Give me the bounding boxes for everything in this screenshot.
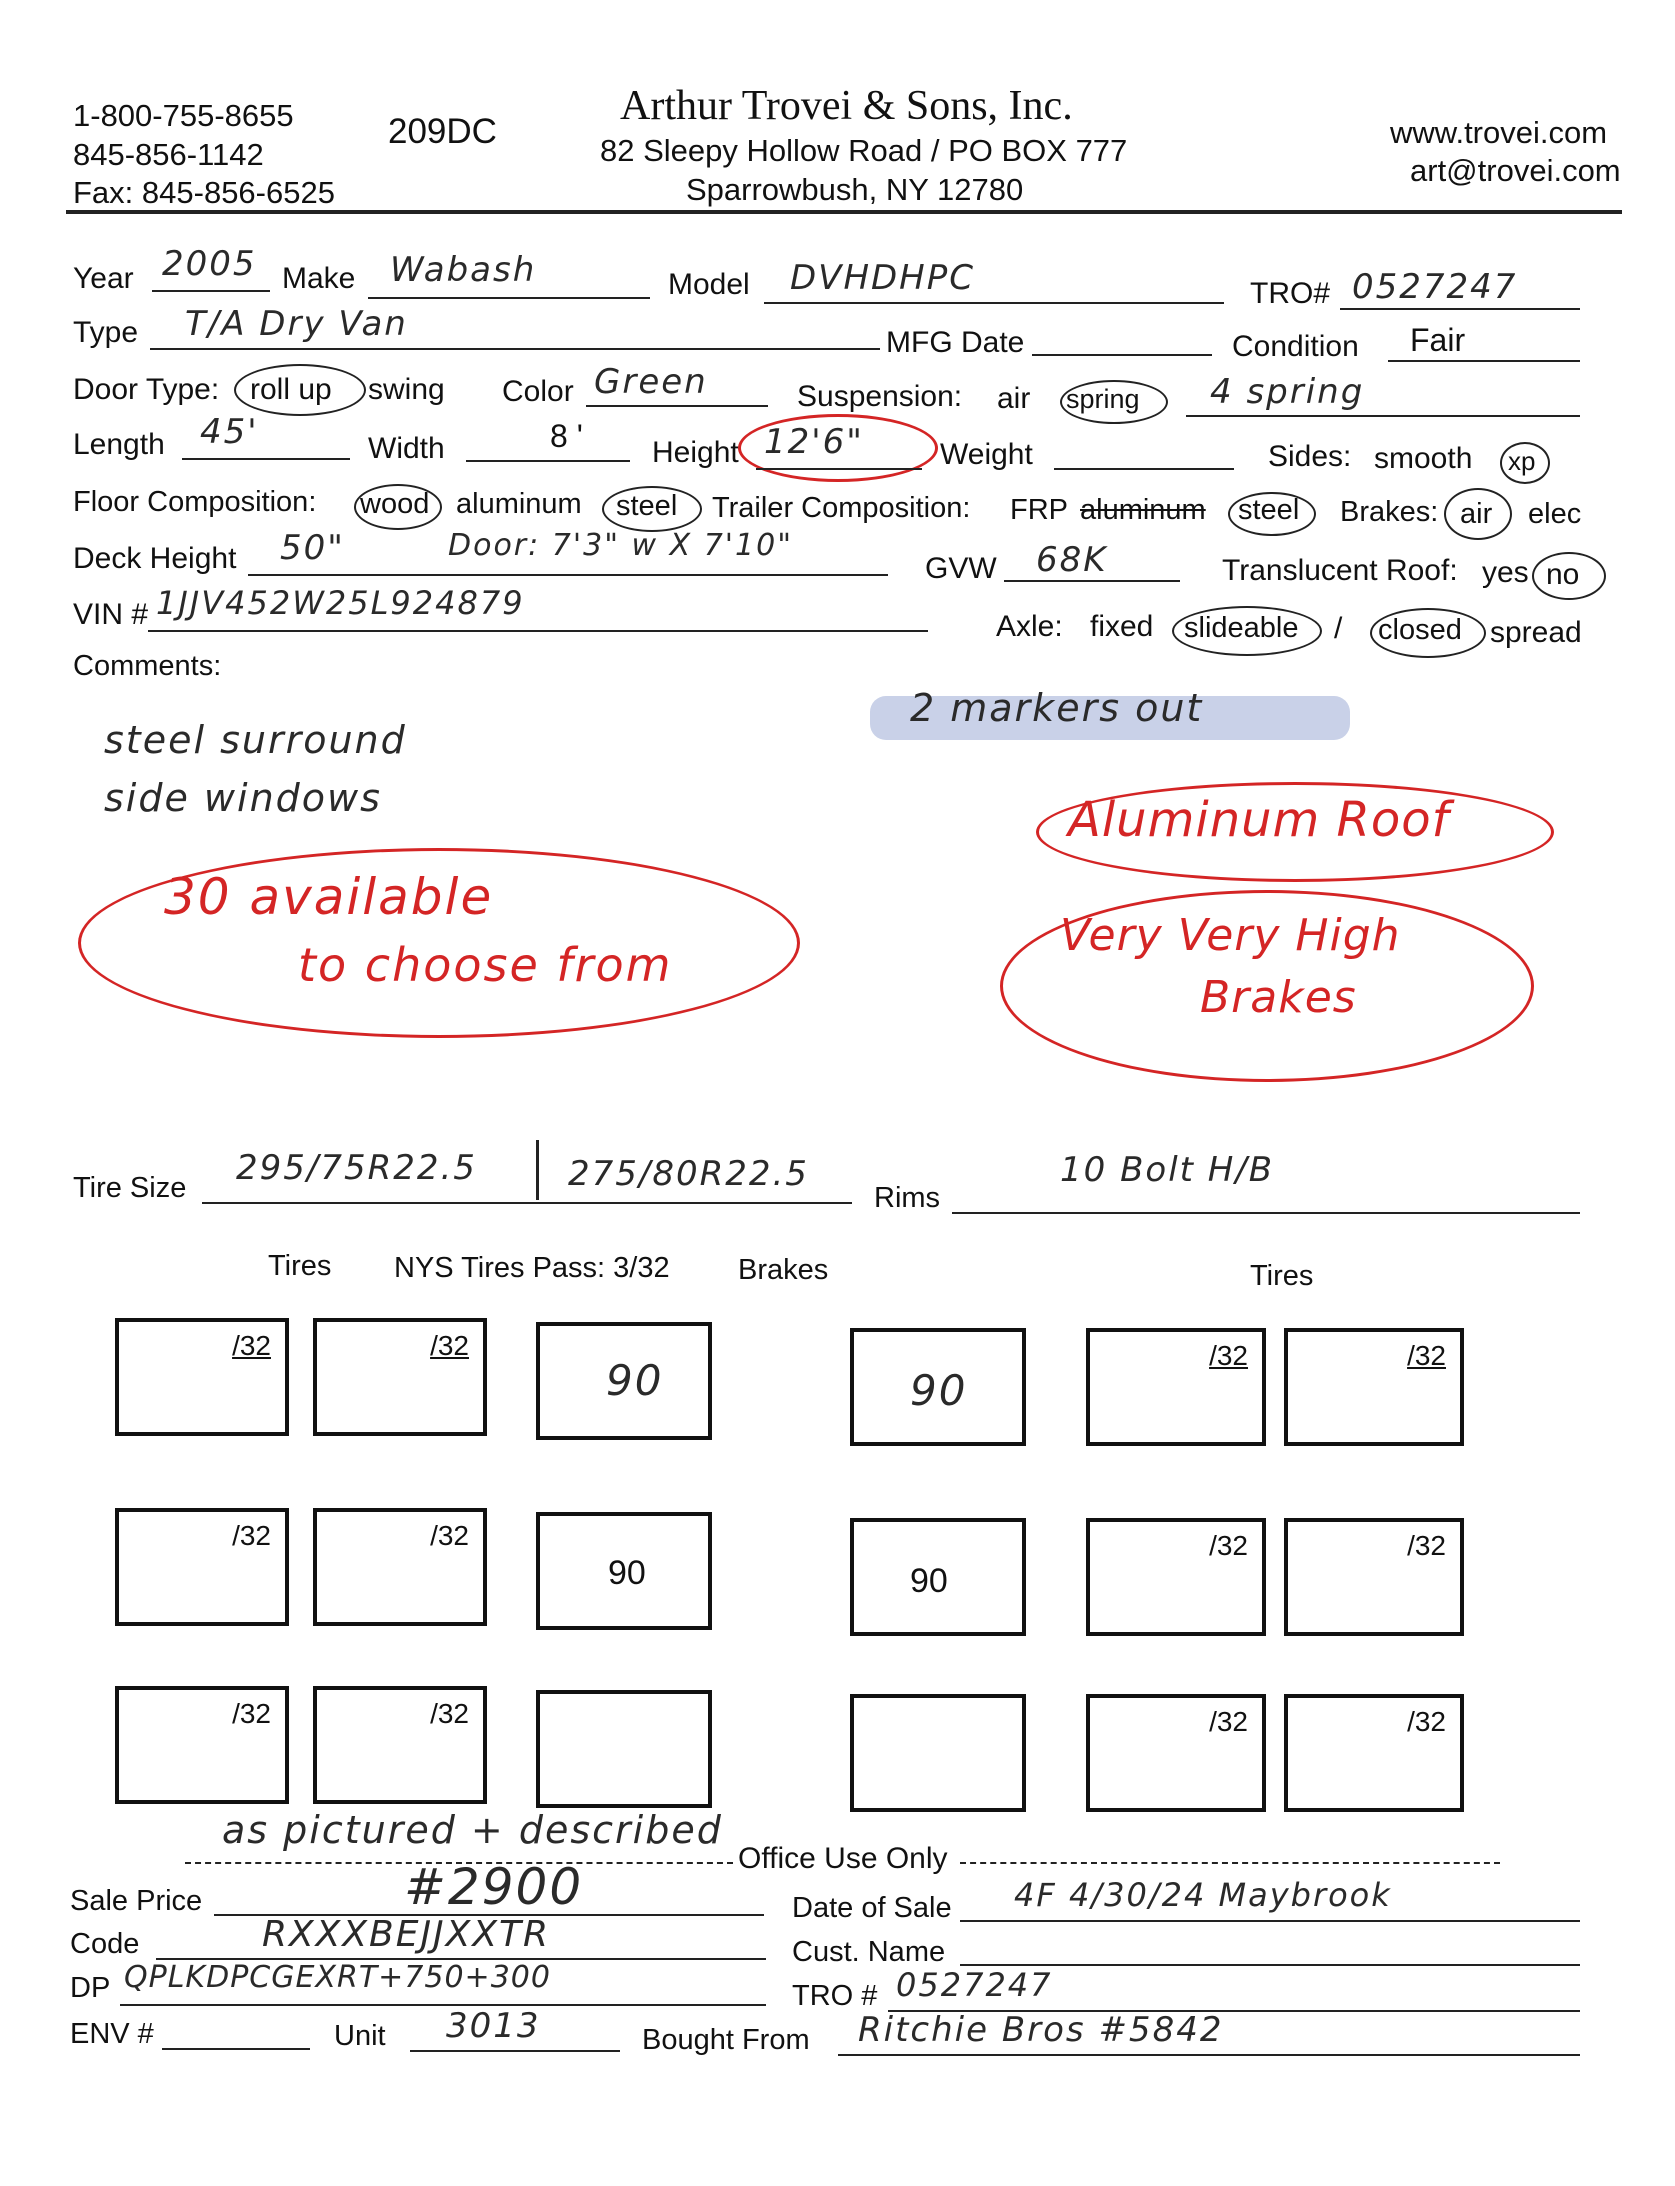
tro-value[interactable]: 0527247	[1352, 267, 1518, 307]
mfg-date-line	[1032, 354, 1212, 356]
fax-number: Fax: 845-856-6525	[73, 175, 335, 210]
axle-separator: /	[1334, 612, 1343, 645]
brake-value: 90	[608, 1554, 646, 1592]
condition-label: Condition	[1232, 330, 1359, 363]
brake-box-right-1[interactable]	[850, 1328, 1026, 1446]
tread-fraction: /32	[1407, 1530, 1446, 1561]
tire-box-left-inner-3[interactable]	[313, 1686, 487, 1804]
translucent-option-no[interactable]: no	[1546, 558, 1580, 591]
gvw-value[interactable]: 68K	[1036, 540, 1108, 580]
deck-height-label: Deck Height	[73, 542, 237, 575]
company-address-line1: 82 Sleepy Hollow Road / PO BOX 777	[600, 133, 1128, 168]
year-value[interactable]: 2005	[162, 244, 257, 284]
model-label: Model	[668, 268, 750, 301]
gvw-label: GVW	[925, 552, 997, 585]
height-label: Height	[652, 436, 739, 469]
unit-value[interactable]: 3013	[446, 2006, 541, 2046]
code-label: Code	[70, 1928, 140, 1960]
tire-box-left-inner-2[interactable]	[313, 1508, 487, 1626]
header-divider	[66, 210, 1622, 214]
floor-option-steel[interactable]: steel	[616, 490, 678, 522]
tire-box-right-inner-2[interactable]	[1086, 1518, 1266, 1636]
model-line	[764, 302, 1224, 304]
cust-name-label: Cust. Name	[792, 1936, 946, 1968]
type-line	[150, 348, 880, 350]
tire-box-left-inner-1[interactable]	[313, 1318, 487, 1436]
tread-fraction: /32	[232, 1330, 271, 1361]
axle-option-spread[interactable]: spread	[1490, 616, 1582, 649]
comment-choose-from: to choose from	[298, 938, 673, 992]
width-line	[466, 460, 630, 462]
condition-value[interactable]: Fair	[1410, 322, 1466, 358]
comment-brakes: Brakes	[1200, 972, 1357, 1023]
brakes-column-header: Brakes	[738, 1254, 829, 1286]
door-option-swing[interactable]: swing	[368, 373, 445, 406]
year-label: Year	[73, 262, 134, 295]
tire-box-right-inner-1[interactable]	[1086, 1328, 1266, 1446]
tread-fraction: /32	[430, 1698, 469, 1729]
brake-value: 90	[606, 1356, 664, 1405]
tire-box-left-outer-2[interactable]	[115, 1508, 289, 1626]
tire-box-right-inner-3[interactable]	[1086, 1694, 1266, 1812]
tread-fraction: /32	[430, 1520, 469, 1551]
tro-bottom-value[interactable]: 0527247	[896, 1966, 1053, 2004]
brake-box-left-1[interactable]	[536, 1322, 712, 1440]
brake-value: 90	[910, 1562, 948, 1600]
brakes-option-elec[interactable]: elec	[1528, 498, 1582, 530]
unit-label: Unit	[334, 2020, 386, 2052]
suspension-note[interactable]: 4 spring	[1210, 372, 1365, 412]
type-value[interactable]: T/A Dry Van	[185, 304, 408, 344]
tire-box-left-outer-1[interactable]	[115, 1318, 289, 1436]
dp-line	[120, 2004, 766, 2006]
brakes-label: Brakes:	[1340, 496, 1439, 528]
tire-box-right-outer-2[interactable]	[1284, 1518, 1464, 1636]
env-line	[162, 2048, 310, 2050]
as-pictured-note: as pictured + described	[222, 1808, 723, 1852]
tro-bottom-label: TRO #	[792, 1980, 878, 2012]
tire-size-2[interactable]: 275/80R22.5	[568, 1154, 809, 1194]
phone-primary: 1-800-755-8655	[73, 98, 294, 133]
date-of-sale-label: Date of Sale	[792, 1892, 952, 1924]
color-line	[586, 405, 768, 407]
brakes-option-air[interactable]: air	[1460, 498, 1493, 530]
door-option-roll-up[interactable]: roll up	[250, 373, 332, 406]
brake-value: 90	[910, 1366, 968, 1415]
floor-option-aluminum[interactable]: aluminum	[456, 488, 582, 520]
comment-steel-surround: steel surround	[104, 718, 407, 762]
code-value[interactable]: RXXXBEJJXXTR	[262, 1914, 551, 1955]
bought-from-value[interactable]: Ritchie Bros #5842	[858, 2010, 1224, 2050]
brake-box-left-2[interactable]	[536, 1512, 712, 1630]
vin-value[interactable]: 1JJV452W25L924879	[156, 584, 525, 622]
tires-left-header: Tires	[268, 1250, 332, 1282]
vin-label: VIN #	[73, 598, 149, 631]
comment-side-windows: side windows	[104, 776, 382, 820]
model-value[interactable]: DVHDHPC	[790, 258, 975, 298]
axle-label: Axle:	[996, 610, 1063, 643]
height-value[interactable]: 12'6"	[764, 422, 864, 462]
office-use-label: Office Use Only	[738, 1842, 948, 1875]
length-value[interactable]: 45'	[200, 412, 259, 452]
translucent-roof-label: Translucent Roof:	[1222, 554, 1458, 587]
dp-value[interactable]: QPLKDPCGEXRT+750+300	[124, 1960, 551, 1995]
tire-box-right-outer-3[interactable]	[1284, 1694, 1464, 1812]
tire-box-right-outer-1[interactable]	[1284, 1328, 1464, 1446]
tire-box-left-outer-3[interactable]	[115, 1686, 289, 1804]
env-label: ENV #	[70, 2018, 154, 2050]
tire-size-divider	[536, 1140, 539, 1200]
make-label: Make	[282, 262, 356, 295]
weight-line	[1054, 468, 1234, 470]
brake-box-right-2[interactable]	[850, 1518, 1026, 1636]
width-label: Width	[368, 432, 445, 465]
bought-from-label: Bought From	[642, 2024, 810, 2056]
suspension-line	[1186, 415, 1580, 417]
trailer-option-frp[interactable]: FRP	[1010, 494, 1068, 526]
make-value[interactable]: Wabash	[390, 250, 537, 290]
nys-tires-pass: NYS Tires Pass: 3/32	[394, 1252, 670, 1284]
translucent-option-yes[interactable]: yes	[1482, 556, 1529, 589]
brake-box-right-3[interactable]	[850, 1694, 1026, 1812]
axle-option-fixed[interactable]: fixed	[1090, 610, 1154, 643]
door-dimensions[interactable]: Door: 7'3" w X 7'10"	[448, 528, 794, 563]
rims-label: Rims	[874, 1182, 941, 1214]
weight-label: Weight	[940, 438, 1033, 471]
tread-fraction: /32	[1209, 1530, 1248, 1561]
suspension-option-air[interactable]: air	[997, 382, 1031, 415]
comments-label: Comments:	[73, 650, 222, 682]
color-value[interactable]: Green	[594, 362, 708, 402]
mfg-date-label: MFG Date	[886, 326, 1025, 359]
comment-30-available: 30 available	[164, 868, 494, 926]
form-code: 209DC	[388, 112, 497, 151]
year-line	[152, 290, 270, 292]
brake-box-left-3[interactable]	[536, 1690, 712, 1808]
deck-height-line	[248, 574, 888, 576]
tires-right-header: Tires	[1250, 1260, 1314, 1292]
width-value[interactable]: 8 '	[550, 418, 583, 454]
type-label: Type	[73, 316, 139, 349]
condition-line	[1388, 360, 1580, 362]
cust-name-line	[960, 1964, 1580, 1966]
floor-composition-label: Floor Composition:	[73, 486, 317, 518]
tro-line	[1340, 308, 1580, 310]
make-line	[368, 297, 650, 299]
suspension-option-spring[interactable]: spring	[1066, 384, 1140, 414]
height-line	[756, 468, 922, 470]
company-address-line2: Sparrowbush, NY 12780	[686, 172, 1024, 207]
office-use-dash-right	[960, 1862, 1500, 1864]
trailer-option-steel[interactable]: steel	[1238, 494, 1300, 526]
rims-line	[952, 1212, 1580, 1214]
tread-fraction: /32	[1407, 1340, 1446, 1371]
tire-size-line	[202, 1202, 852, 1204]
date-of-sale-line	[960, 1920, 1580, 1922]
bought-from-line	[838, 2054, 1580, 2056]
tire-size-1[interactable]: 295/75R22.5	[236, 1148, 477, 1188]
tread-fraction: /32	[1209, 1706, 1248, 1737]
sale-price-value[interactable]: #2900	[404, 1858, 584, 1916]
deck-height-value[interactable]: 50"	[280, 528, 345, 568]
dp-label: DP	[70, 1972, 111, 2004]
date-of-sale-value[interactable]: 4F 4/30/24 Maybrook	[1014, 1876, 1392, 1914]
tread-fraction: /32	[1209, 1340, 1248, 1371]
sale-price-label: Sale Price	[70, 1885, 203, 1917]
trailer-composition-label: Trailer Composition:	[712, 492, 971, 524]
length-line	[182, 458, 350, 460]
door-type-label: Door Type:	[73, 373, 220, 406]
suspension-label: Suspension:	[797, 380, 963, 413]
sides-option-smooth[interactable]: smooth	[1374, 442, 1473, 475]
phone-secondary: 845-856-1142	[73, 137, 264, 172]
sides-option-xp[interactable]: xp	[1508, 446, 1536, 476]
company-name: Arthur Trovei & Sons, Inc.	[620, 83, 1073, 129]
color-label: Color	[502, 375, 574, 408]
company-email[interactable]: art@trovei.com	[1410, 153, 1621, 188]
tro-label: TRO#	[1250, 277, 1331, 310]
comment-aluminum-roof: Aluminum Roof	[1068, 792, 1450, 848]
vin-line	[148, 630, 928, 632]
tire-size-label: Tire Size	[73, 1172, 187, 1204]
comment-markers-out: 2 markers out	[910, 686, 1204, 730]
length-label: Length	[73, 428, 165, 461]
tread-fraction: /32	[1407, 1706, 1446, 1737]
tread-fraction: /32	[232, 1698, 271, 1729]
floor-option-wood[interactable]: wood	[360, 488, 430, 520]
company-website[interactable]: www.trovei.com	[1390, 115, 1608, 150]
trailer-option-aluminum[interactable]: aluminum	[1080, 494, 1206, 526]
rims-value[interactable]: 10 Bolt H/B	[1060, 1150, 1275, 1190]
gvw-line	[1004, 580, 1180, 582]
tread-fraction: /32	[430, 1330, 469, 1361]
axle-option-slideable[interactable]: slideable	[1184, 612, 1299, 644]
comment-very-high: Very Very High	[1060, 910, 1401, 961]
unit-line	[410, 2050, 620, 2052]
axle-option-closed[interactable]: closed	[1378, 614, 1462, 646]
tread-fraction: /32	[232, 1520, 271, 1551]
sides-label: Sides:	[1268, 440, 1352, 473]
